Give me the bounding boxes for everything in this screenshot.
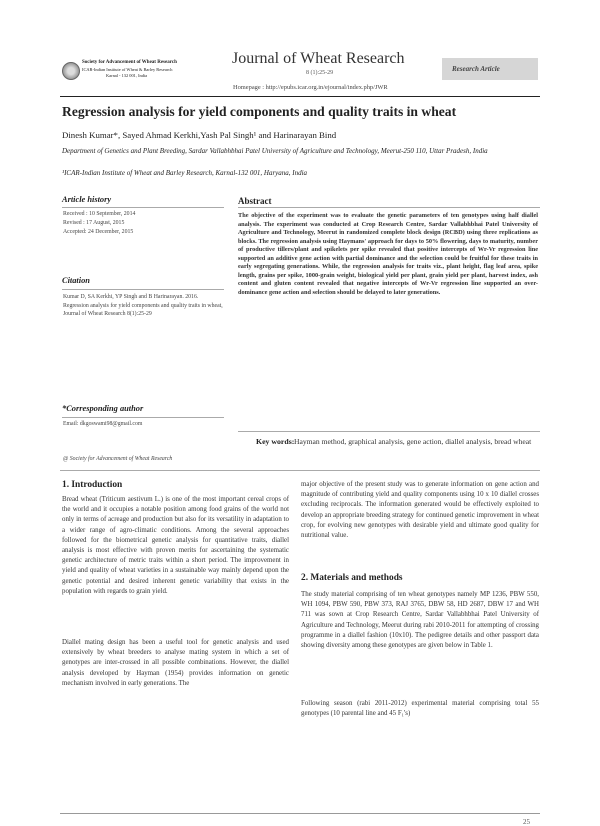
society-logo	[62, 60, 212, 84]
article-history-heading: Article history	[62, 195, 112, 204]
logo-society-name: Society for Advancement of Wheat Research	[82, 60, 177, 65]
introduction-continued-paragraph: major objective of the present study was to generate information on gene action and magnitude of contributing yield and quality components using 10 x 10 diallel crosses excluding reciprocals. The information generated would be effectively exploited to develop an appropriate breeding strategy for continued genetic improvement in wheat crop, for evolving new genotypes with desirable yield and ultimate good quality for nutritional value.	[301, 481, 539, 540]
revised-date: Revised : 17 August, 2015	[63, 220, 125, 226]
abstract-divider	[238, 207, 540, 208]
citation-divider	[62, 289, 224, 290]
affiliation-primary: Department of Genetics and Plant Breeding, Sardar Vallabhbhai Patel University of Agriculture and Technology, Meerut-250 110, Uttar Pradesh, India	[62, 147, 488, 155]
keywords-list: Hayman method, graphical analysis, gene action, diallel analysis, bread wheat	[294, 437, 532, 446]
citation-heading: Citation	[62, 276, 90, 285]
logo-institute-name: ICAR-Indian Institute of Wheat & Barley Research	[82, 67, 173, 72]
methods-paragraph: Following season (rabi 2011-2012) experimental material comprising total 55 genotypes (10 parental line and 45 F₁'s)	[301, 700, 539, 718]
article-history-divider	[62, 207, 224, 208]
received-date: Received : 10 September, 2014	[63, 211, 136, 217]
corresponding-author-heading: *Corresponding author	[62, 404, 144, 413]
methods-heading: 2. Materials and methods	[301, 573, 403, 583]
keywords-label: Key words:	[256, 437, 295, 446]
affiliation-secondary: ¹ICAR-Indian Institute of Wheat and Barley Research, Karnal-132 001, Haryana, India	[62, 169, 308, 177]
article-type-badge	[442, 58, 538, 80]
accepted-date: Accepted: 24 December, 2015	[63, 229, 134, 235]
introduction-paragraph: Bread wheat (Triticum aestivum L.) is one of the most important cereal crops of the world and it occupies a notable position among food grains of the world not only in terms of acreage and production but also for its versatility in adaptation to a wider range of agro-climatic conditions. Among the several approaches followed for the biometrical genetic analysis for quantitative traits, diallel analysis is most effective with proven merits for ascertaining the systematic genetic architecture of metric traits within a short period. The improvement in yield and quality of wheat varieties in a sustainable way mainly depend upon the genetic potential and desired inherent genetic variability that exists in the population with regards to grain yield.	[62, 496, 289, 595]
front-matter-divider	[60, 470, 540, 471]
journal-title: Journal of Wheat Research	[232, 50, 405, 67]
methods-paragraph: The study material comprising of ten wheat genotypes namely MP 1236, PBW 550, WH 1094, PBW 590, PBW 373, RAJ 3765, DBW 58, HD 2687, DBW 17 and WH 711 was sown at Crop Research Centre, Sardar Vallabhbhai Patel University of Agriculture and Technology, Meerut during rabi 2010-2011 for attempting of crossing programme in a diallel fashion (10x10). The pedigree details and other passport data showing diversity among these genotypes are given below in Table 1.	[301, 591, 539, 650]
logo-location: Karnal - 132 001, India	[106, 73, 148, 78]
corresponding-author-divider	[62, 417, 224, 418]
seal-icon	[62, 62, 80, 80]
abstract-text: The objective of the experiment was to evaluate the genetic parameters of ten genotypes using half diallel analysis. The experiment was conducted at Crop Research Centre, Sardar Vallabhbhai Patel University of Agriculture and Technology, Meerut in randomized complete block design (RCBD) using three replications as blocks. The regression analysis using Haymans' approach for days to 50% flowering, days to maturity, number of productive tillers/plant and spikelets per spike revealed that positive intercepts of Wr-Vr regression line supported an additive gene action with partial dominance and the selection could be fruitful for these traits in early segregating generations. While, the regression analysis for traits viz., plant height, flag leaf area, spike length, grains per spike, 1000-grain weight, biological yield per plant, grain yield per plant, harvest index, ash content and gluten content revealed that negative intercepts of Wr-Vr regression line supported an over-dominance gene action and selection should be delayed to later generations.	[238, 212, 538, 296]
introduction-paragraph: Diallel mating design has been a useful tool for genetic analysis and used extensively by wheat breeders to analyse mating system in which a set of genotypes are inter-crossed in all possible combinations. However, the diallel analysis developed by Hayman (1954) provides information on genetic mechanism involved in early generations. The	[62, 639, 289, 687]
article-type-label: Research Article	[452, 65, 500, 73]
volume-issue: 8 (1):25-29	[306, 70, 334, 76]
society-credit: @ Society for Advancement of Wheat Research	[63, 456, 173, 462]
introduction-heading: 1. Introduction	[62, 480, 123, 490]
abstract-heading: Abstract	[238, 196, 272, 206]
author-list: Dinesh Kumar*, Sayed Ahmad Kerkhi,Yash Pal Singh¹ and Harinarayan Bind	[62, 130, 337, 140]
abstract-end-divider	[238, 431, 540, 432]
citation-text: Kumar D, SA Kerkhi, YP Singh and B Harinarayan. 2016. Regression analysis for yield components and quality traits in wheat, Journal of Wheat Research 8(1):25-29	[63, 294, 223, 318]
paper-title: Regression analysis for yield components and quality traits in wheat	[62, 104, 457, 119]
homepage-link[interactable]: Homepage : http://epubs.icar.org.in/ejournal/index.php/JWR	[233, 84, 388, 91]
author-email[interactable]: Email: dkgoswami98@gmail.com	[63, 421, 143, 427]
header-divider	[60, 96, 540, 97]
footer-divider	[60, 813, 540, 814]
page-number: 25	[523, 818, 530, 826]
